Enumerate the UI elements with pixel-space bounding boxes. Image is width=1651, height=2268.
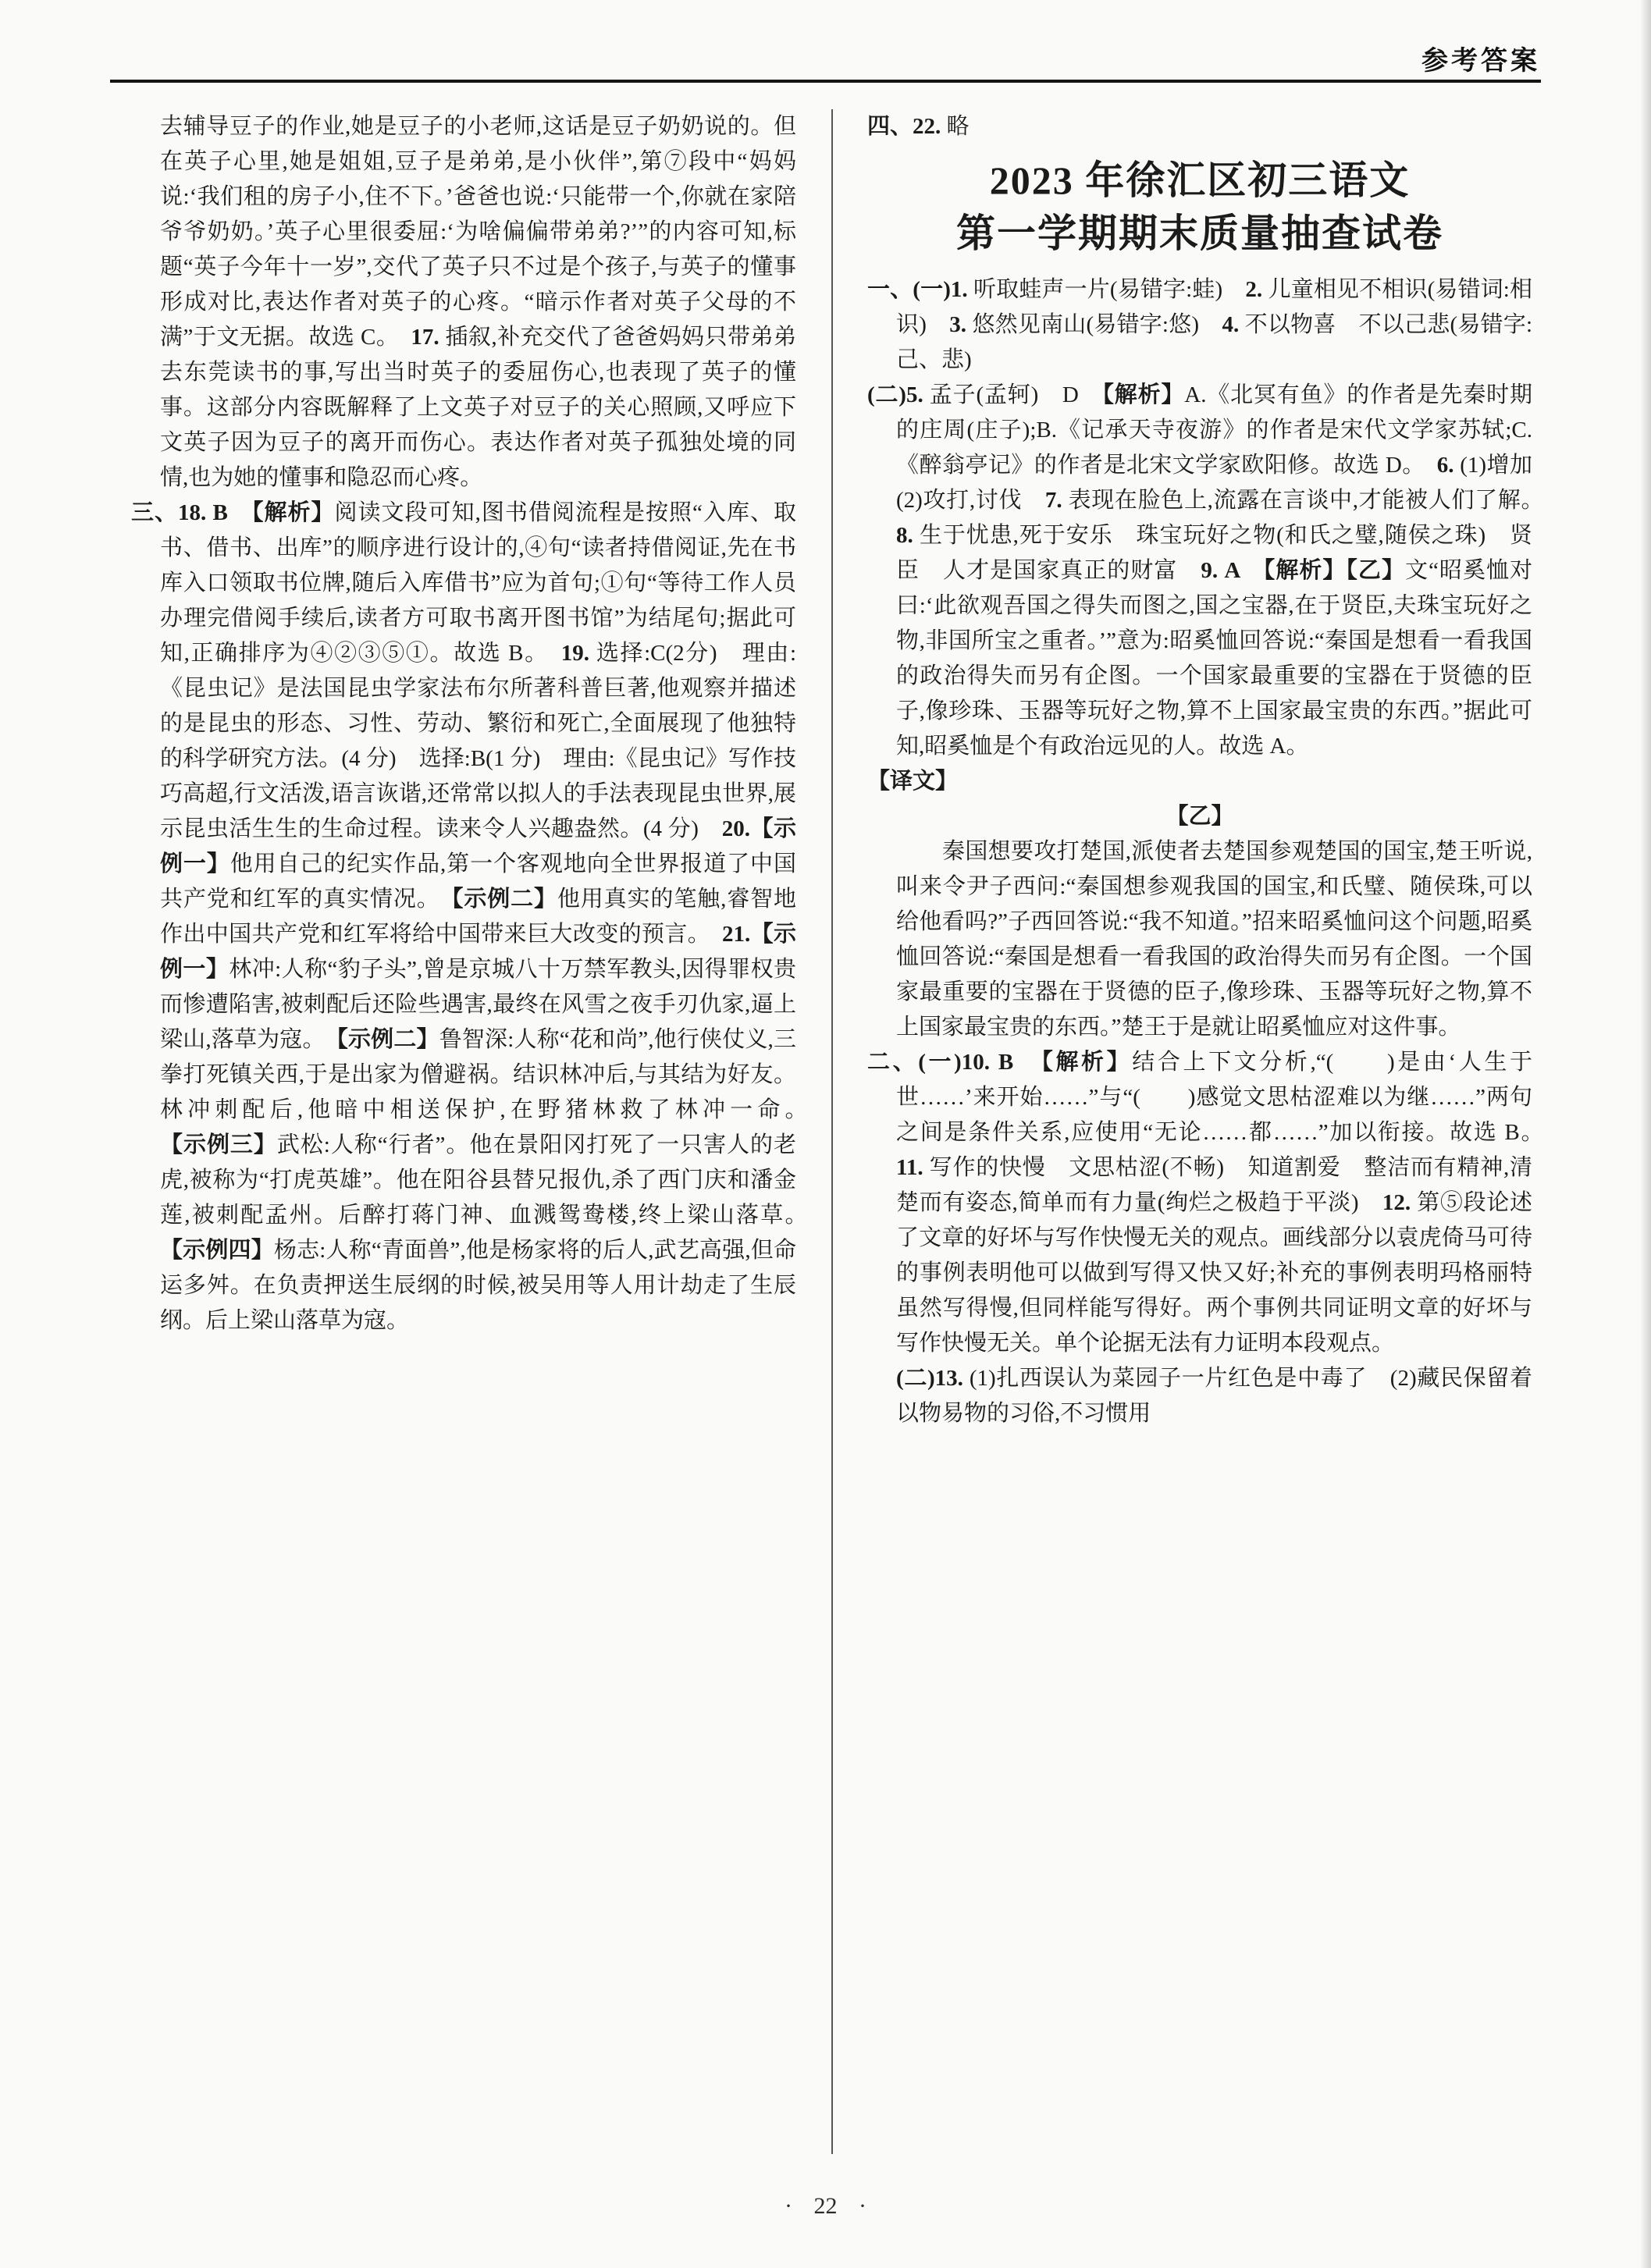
passage-label-yi: 【乙】: [1165, 804, 1234, 829]
answer-paragraph-q16-q17: 去辅导豆子的作业,她是豆子的小老师,这话是豆子奶奶说的。但在英子心里,她是姐姐,豆子是弟弟,是小伙伴”,第⑦段中“妈妈说:‘我们租的房子小,住不下。’爸爸也说:‘只能带一个,你就在家陪爷爷奶奶。’英子心里很委屈:‘为啥偏偏带弟弟?’”的内容可知,标题“英子今年十一岁”,交代了英子只不过是个孩子,与英子的懂事形成对比,表达作者对英子的心疼。“暗示作者对英子父母的不满”于文无据。故选 C。 17. 插叙,补充交代了爸爸妈妈只带弟弟去东莞读书的事,写出当时英子的委屈伤心,也表现了英子的懂事。这部分内容既解释了上文英子对豆子的关心照顾,又呼应下文英子因为豆子的离开而伤心。表达作者对英子孤独处境的同情,也为她的懂事和隐忍而心疼。: [160, 114, 797, 490]
header-rule: [110, 80, 1541, 83]
column-divider: [831, 109, 833, 2154]
page-footer: [0, 2193, 1651, 2220]
footer-dot-right: ·: [859, 2193, 866, 2219]
exam-title-line2: 第一学期期末质量抽查试卷: [956, 212, 1443, 255]
answer-paragraph-section-one-part-two: (二)5. 孟子(孟轲) D 【解析】A.《北冥有鱼》的作者是先秦时期的庄周(庄子);B.《记承天寺夜游》的作者是宋代文学家苏轼;C.《醉翁亭记》的作者是北宋文学家欧阳修。故选 D。 6. (1)增加 (2)攻打,讨伐 7. 表现在脸色上,流露在言谈中,才能被人们了解。 8. 生于忧患,死于安乐 珠宝玩好之物(和氏之璧,随侯之珠) 贤臣 人才是国家真正的财富 9. A 【解析】【乙】文“昭奚恤对曰:‘此欲观吾国之得失而图之,国之宝器,在于贤臣,夫珠宝玩好之物,非国所宝之重者。’”意为:昭奚恤回答说:“秦国是想看一看我国的政治得失而另有企图。一个国家最重要的宝器在于贤德的臣子,像珍珠、玉器等玩好之物,算不上国家最宝贵的东西。”据此可知,昭奚恤是个有政治远见的人。故选 A。: [867, 382, 1556, 759]
answer-paragraph-section-three: 三、18. B 【解析】阅读文段可知,图书借阅流程是按照“入库、取书、借书、出库”的顺序进行设计的,④句“读者持借阅证,先在书库入口领取书位牌,随后入库借书”应为首句;①句“等待工作人员办理完借阅手续后,读者方可取书离开图书馆”为结尾句;据此可知,正确排序为④②③⑤①。故选 B。 19. 选择:C(2分) 理由:《昆虫记》是法国昆虫学家法布尔所著科普巨著,他观察并描述的是昆虫的形态、习性、劳动、繁衍和死亡,全面展现了他独特的科学研究方法。(4 分) 选择:B(1 分) 理由:《昆虫记》写作技巧高超,行文活泼,语言诙谐,还常常以拟人的手法表现昆虫世界,展示昆虫活生生的生命过程。读来令人兴趣盎然。(4 分) 20.【示例一】他用自己的纪实作品,第一个客观地向全世界报道了中国共产党和红军的真实情况。 【示例二】他用真实的笔触,睿智地作出中国共产党和红军将给中国带来巨大改变的预言。 21.【示例一】林冲:人称“豹子头”,曾是京城八十万禁军教头,因得罪权贵而惨遭陷害,被刺配后还险些遇害,最终在风雪之夜手刃仇家,逼上梁山,落草为寇。 【示例二】鲁智深:人称“花和尚”,他行侠仗义,三拳打死镇关西,于是出家为僧避祸。结识林冲后,与其结为好友。林冲刺配后,他暗中相送保护,在野猪林救了林冲一命。 【示例三】武松:人称“行者”。他在景阳冈打死了一只害人的老虎,被称为“打虎英雄”。他在阳谷县替兄报仇,杀了西门庆和潘金莲,被刺配孟州。后醉打蒋门神、血溅鸳鸯楼,终上梁山落草。 【示例四】杨志:人称“青面兽”,他是杨家将的后人,武艺高强,但命运多舛。在负责押送生辰纲的时候,被吴用等人用计劫走了生辰纲。后上梁山落草为寇。: [131, 500, 819, 1333]
translation-label: 【译文】: [867, 769, 959, 794]
answer-paragraph-section-one-part-one: 一、(一)1. 听取蛙声一片(易错字:蛙) 2. 儿童相见不相识(易错词:相识) 3. 悠然见南山(易错字:悠) 4. 不以物喜 不以己悲(易错字:己、悲): [867, 277, 1533, 372]
content-columns: [131, 109, 1556, 2154]
footer-dot-left: ·: [785, 2193, 792, 2219]
page-header-title: 参考答案: [1421, 47, 1540, 76]
answer-paragraph-section-two-part-two: (二)13. (1)扎西误认为菜园子一片红色是中毒了 (2)藏民保留着以物易物的习俗,不习惯用: [896, 1366, 1532, 1426]
scan-edge-shadow: [1640, 0, 1651, 2268]
page-number: 22: [813, 2193, 838, 2219]
left-column: [131, 109, 819, 2154]
right-column: [867, 109, 1556, 2154]
translation-paragraph: 秦国想要攻打楚国,派使者去楚国参观楚国的国宝,楚王听说,叫来令尹子西问:“秦国想参观我国的国宝,和氏璧、随侯珠,可以给他看吗?”子西回答说:“我不知道。”招来昭奚恤问这个问题,昭奚恤回答说:“秦国是想看一看我国的政治得失而另有企图。一个国家最重要的宝器在于贤德的臣子,像珍珠、玉器等玩好之物,算不上国家最宝贵的东西。”楚王于是就让昭奚恤应对这件事。: [896, 839, 1532, 1040]
answer-paragraph-section-two-part-one: 二、(一)10. B 【解析】结合上下文分析,“( )是由‘人生于世……’来开始……”与“( )感觉文思枯涩难以为继……”两句之间是条件关系,应使用“无论……都……”加以衔接。故选 B。 11. 写作的快慢 文思枯涩(不畅) 知道割爱 整洁而有精神,清楚而有姿态,简单而有力量(绚烂之极趋于平淡) 12. 第⑤段论述了文章的好坏与写作快慢无关的观点。画线部分以袁虎倚马可待的事例表明他可以做到写得又快又好;补充的事例表明玛格丽特虽然写得慢,但同样能写得好。两个事例共同证明文章的好坏与写作快慢无关。单个论据无法有力证明本段观点。: [867, 1050, 1555, 1356]
exam-title-line1: 2023 年徐汇区初三语文: [989, 158, 1411, 202]
answer-paragraph-section-four: 四、22. 略: [867, 114, 970, 139]
column-gutter: [796, 109, 867, 2154]
